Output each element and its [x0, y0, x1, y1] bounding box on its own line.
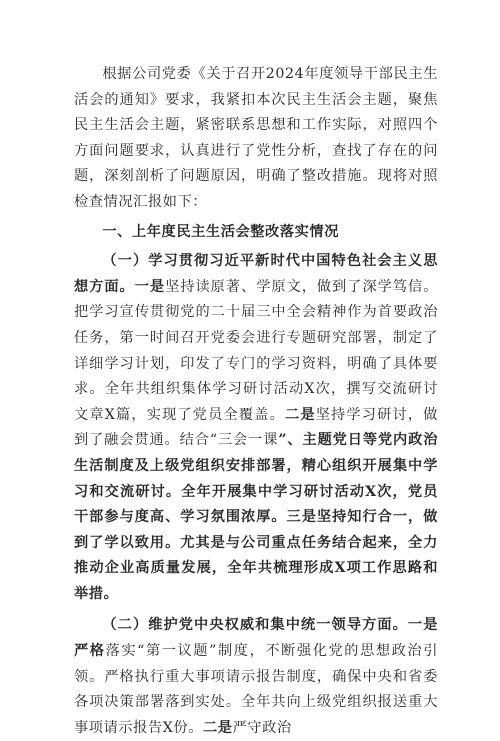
point-text: 坚持学习研讨，做到了融会贯通。结合“三会一课	[74, 406, 438, 449]
subsection-1-title: （一）学习贯彻习近平新时代中国特色社会主义思想方面。	[74, 253, 438, 295]
subsection-2-title: （二）维护党中央权威和集中统一领导方面。	[102, 617, 408, 634]
subsection-1-paragraph	[74, 249, 438, 607]
point-text: 坚持读原著、学原文，做到了深学笃信。把学习宣传贯彻党的二十届三中全会精神作为首要政治任务，第一时间召开党委会进行专题研究部署，制定了详细学习计划，印发了专门的学习资料，明确了具体要求。全年共组织集体学习研讨活动X次，撰写交流研讨文章X篇，实现了党员全覆盖。	[74, 278, 438, 423]
subsection-2-paragraph	[74, 613, 438, 741]
point-text: 落实“第一议题”制度，不断强化党的思想政治引领。严格执行重大事项请示报告制度，确保中央和省委各项决策部署落到实处。全年共向上级党组织报送重大事项请示报告X份。	[74, 643, 438, 736]
point-text: ”、主题党日等党内政治生活制度及上级党组织安排部署，精心组织开展集中学习和交流研讨。全年开展集中学习研讨活动X次，党员干部参与度高、学习氛围浓厚。三是坚持知行合一，做到了学以致用。尤其是与公司重点任务结合起来，全力推动企业高质量发展，全年共梳理形成X项工作思路和举措。	[74, 432, 439, 602]
point-lead: 一是	[134, 278, 166, 295]
point-lead: 一是严格	[74, 617, 438, 660]
point-lead: 二是	[284, 406, 316, 423]
intro-paragraph: 根据公司党委《关于召开2024年度领导干部民主生活会的通知》要求，我紧扣本次民主生活会主题，聚焦民主生活会主题，紧密联系思想和工作实际，对照四个方面问题要求，认真进行了党性分析，查找了存在的问题，深刻剖析了问题原因，明确了整改措施。现将对照检查情况汇报如下：	[74, 66, 438, 210]
point-lead: 二是	[203, 719, 233, 736]
point-text: 严守政治	[232, 719, 292, 736]
section-heading: 一、上年度民主生活会整改落实情况	[102, 223, 339, 240]
